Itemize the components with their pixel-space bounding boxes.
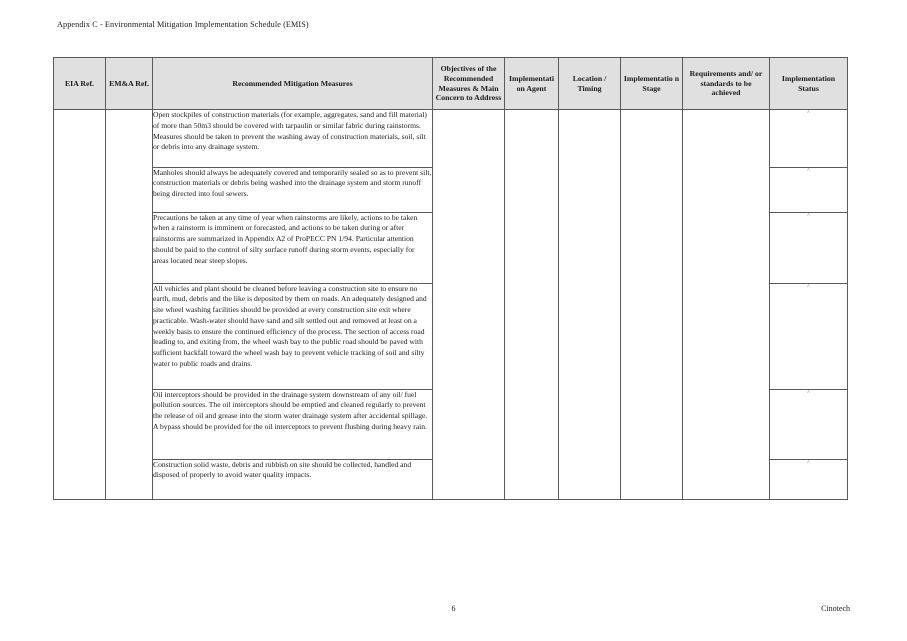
column-header-ema-ref: EM&A Ref. — [106, 58, 153, 110]
table-row — [153, 167, 432, 212]
column-header-requirements: Requirements and/ or standards to be achieved — [683, 58, 770, 110]
table-row — [770, 283, 847, 389]
column-header-objectives: Objectives of the Recommended Measures & Main Concern to Address — [433, 58, 505, 110]
column-header-measures: Recommended Mitigation Measures — [153, 58, 433, 110]
measure-text[interactable]: Oil interceptors should be provided in the drainage system downstream of any oil/ fuel pollution sources. The oil interceptors should be emptied and cleaned regularly to prevent the release of oil and grease into the storm water drainage system after accidental spillage. A bypass should be provided for the oil interceptors to prevent flushing during heavy rain. — [153, 389, 432, 459]
cell-eia-ref[interactable] — [54, 110, 106, 500]
implementation-status-cell[interactable] — [770, 459, 847, 499]
cell-objectives[interactable] — [433, 110, 505, 500]
column-header-location: Location / Timing — [559, 58, 621, 110]
implementation-status-cell[interactable] — [770, 212, 847, 283]
table-row — [153, 389, 432, 459]
implementation-status-cell[interactable] — [770, 283, 847, 389]
table-row — [770, 110, 847, 167]
measure-text[interactable]: All vehicles and plant should be cleaned before leaving a construction site to ensure no earth, mud, debris and the like is deposited by them on roads. An adequately designed and site wheel washing facilities should be provided at every construction site exit where practicable. Wash-water should have sand and silt settled out and removed at least on a weekly basis to ensure the continued efficiency of the process. The section of access road leading to, and exiting from, the wheel wash bay to the public road should be paved with sufficient backfall toward the wheel wash bay to prevent vehicle tracking of soil and silty water to public roads and drains. — [153, 283, 432, 389]
cell-requirements[interactable] — [683, 110, 770, 500]
table-row — [153, 212, 432, 283]
status-mark: ^ — [807, 459, 810, 466]
column-header-status: Implementation Status — [770, 58, 848, 110]
cell-location[interactable] — [559, 110, 621, 500]
emis-table — [53, 57, 848, 500]
measure-text[interactable]: Manholes should always be adequately covered and temporarily sealed so as to prevent silt, construction materials or debris being washed into the drainage system and storm runoff being directed into foul sewers. — [153, 167, 432, 212]
status-rows — [770, 110, 847, 499]
status-column — [770, 110, 848, 500]
measures-column — [153, 110, 433, 500]
table-row — [770, 212, 847, 283]
table-header-row — [54, 58, 848, 110]
measure-text[interactable]: Open stockpiles of construction materials (for example, aggregates, sand and fill material) of more than 50m3 should be covered with tarpaulin or similar fabric during rainstorms. Measures should be taken to prevent the washing away of construction materials, soil, silt or debris into any drainage system. — [153, 110, 432, 167]
implementation-status-cell[interactable] — [770, 389, 847, 459]
column-header-agent: Implementati on Agent — [505, 58, 559, 110]
table-row — [153, 283, 432, 389]
table-row — [770, 167, 847, 212]
table-body — [54, 110, 848, 500]
measure-text[interactable]: Construction solid waste, debris and rubbish on site should be collected, handled and disposed of properly to avoid water quality impacts. — [153, 459, 412, 480]
column-header-stage: Implementatio n Stage — [621, 58, 683, 110]
status-mark: ^ — [807, 110, 810, 116]
footer-page-number: 6 — [451, 604, 456, 613]
cell-agent[interactable] — [505, 110, 559, 500]
status-mark: ^ — [807, 212, 810, 219]
footer-company-name: Cinotech — [821, 604, 850, 613]
measures-rows — [153, 110, 432, 499]
cell-stage[interactable] — [621, 110, 683, 500]
status-mark: ^ — [807, 389, 810, 396]
measure-text[interactable]: Precautions be taken at any time of year when rainstorms are likely, actions to be taken when a rainstorm is imminent or forecasted, and actions to be taken during or after rainstorms are summarized in Appendix A2 of ProPECC PN 1/94. Particular attention should be paid to the control of silty surface runoff during storm events, especially for areas located near steep slopes. — [153, 212, 432, 283]
column-header-eia-ref: EIA Ref. — [54, 58, 106, 110]
table-row — [770, 459, 847, 499]
document-header-text: Appendix C - Environmental Mitigation Implementation Schedule (EMIS) — [57, 20, 309, 29]
table-row — [770, 389, 847, 459]
implementation-status-cell[interactable] — [770, 110, 847, 167]
status-mark: ^ — [807, 283, 810, 290]
table-row — [153, 459, 432, 499]
cell-ema-ref[interactable] — [106, 110, 153, 500]
table-row — [153, 110, 432, 167]
status-mark: ^ — [807, 167, 810, 174]
implementation-status-cell[interactable] — [770, 167, 847, 212]
